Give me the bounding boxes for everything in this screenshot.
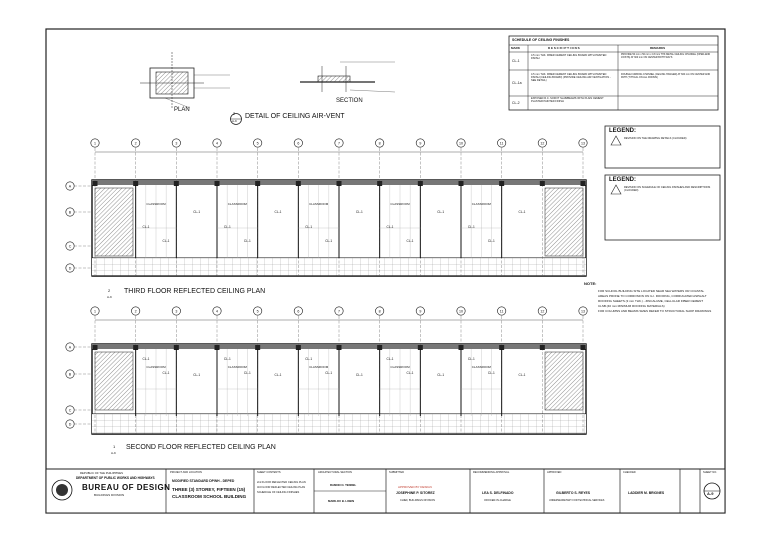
schedule-header-desc: D E S C R I P T I O N S [548, 46, 580, 50]
third-floor-title: THIRD FLOOR REFLECTED CEILING PLAN [124, 288, 266, 295]
submitted-title: CHIEF, BUILDINGS DIVISION [400, 499, 436, 502]
ceiling-tag: CL-1 [274, 373, 282, 377]
column-grid-label: 5 [256, 141, 259, 146]
third-floor-number: 2 [108, 288, 111, 293]
column-grid-label: 3 [175, 309, 178, 314]
room-label: CLASSROOM [390, 202, 410, 206]
ceiling-tag: CL-1 [243, 371, 251, 375]
ceiling-tag: CL-1 [142, 357, 150, 361]
column-grid-label: 12 [540, 309, 545, 314]
architect-name: MARILOU B. LOBIN [328, 499, 355, 503]
schedule-row-mark: CL-1a [512, 81, 522, 85]
column-block [581, 345, 586, 350]
row-grid-label: B [68, 210, 72, 215]
stair-right [545, 352, 583, 410]
room-label: CLASSROOM [227, 202, 247, 206]
ceiling-tag: CL-1 [487, 371, 495, 375]
recommending-label: RECOMMENDING APPROVAL [473, 471, 510, 474]
department-text: DEPARTMENT OF PUBLIC WORKS AND HIGHWAYS [76, 476, 155, 480]
schedule-row-desc: 4.5 mm THK. FIBER CEMENT CEILING BOARD WITH PAINTED FINISH (CEILING BOARD) (PROVIDE CEILING AIR VENTILATION - SEE DETAIL) [531, 73, 611, 82]
legend-text: REVISION ON SCHEDULE OF CEILING FINISHES AND DESCRIPTIONS (CLOUDED) [624, 186, 711, 192]
note-line: CLSB (40 mm MINIMUM ROOFING MATERIALS) [598, 303, 665, 308]
ceiling-tag: CL-1 [243, 239, 251, 243]
column-grid-label: 9 [419, 141, 422, 146]
ceiling-tag: CL-1 [355, 373, 363, 377]
legend-title: LEGEND: [609, 128, 636, 134]
ceiling-tag: CL-1 [386, 357, 394, 361]
column-grid-label: 8 [378, 141, 381, 146]
ceiling-tag: CL-1 [193, 373, 201, 377]
room-label: CLASSROOM [309, 202, 329, 206]
second-floor-title: SECOND FLOOR REFLECTED CEILING PLAN [126, 444, 276, 451]
sheet-no: A-9 [707, 491, 714, 496]
ceiling-tag: CL-1 [406, 371, 414, 375]
room-label: CLASSROOM [309, 365, 329, 369]
column-grid-label: 2 [134, 141, 137, 146]
recommending-title: OFFICER-IN-CHARGE [484, 499, 511, 502]
column-grid-label: 12 [540, 141, 545, 146]
column-grid-label: 4 [216, 141, 218, 146]
ceiling-tag: CL-1 [518, 373, 526, 377]
approved-title: UNDERSECRETARY FOR TECHNICAL SERVICES [549, 499, 605, 502]
third-floor-sheet-ref: A-9 [107, 295, 112, 299]
note-line: FOR SCHOOL BUILDING SITE LOCATED NEAR SEA WATERS OR COASTAL [598, 289, 705, 293]
checked-name: LADDIER M. BRIONES [628, 491, 665, 495]
column-block [540, 181, 545, 186]
note-title: NOTE: [584, 281, 597, 286]
schedule-row-mark: CL-1 [512, 59, 520, 63]
dpwh-seal-center [56, 484, 68, 496]
column-grid-label: 13 [581, 141, 585, 146]
submitted-label: SUBMITTED [389, 471, 404, 474]
column-grid-label: 3 [175, 141, 178, 146]
column-grid-label: 10 [459, 141, 463, 146]
division-text: BUILDINGS DIVISION [94, 493, 125, 497]
project-line-1: MODIFIED STANDARD DPWH - DEPED [172, 479, 235, 483]
note-lines [598, 290, 720, 315]
ceiling-tag: CL-1 [467, 357, 475, 361]
ceiling-tag: CL-1 [162, 371, 170, 375]
row-grid-label: A [68, 184, 72, 189]
schedule-row-remarks: PROVIDE 50 mm x 50 mm x 0.8 mm THK METAL CEILING CHANNEL (OPEN-END JOISTS) AT 600 mm ON CENTER BOTH WAYS [621, 53, 711, 59]
ceiling-tag: CL-1 [467, 225, 475, 229]
ceiling-tag: CL-1 [325, 371, 333, 375]
approved-name: GILBERTO S. REYES [556, 491, 591, 495]
section-label: SECTION [336, 98, 363, 104]
room-label: CLASSROOM [146, 202, 166, 206]
ceiling-tag: CL-1 [162, 239, 170, 243]
ceiling-tag: CL-1 [437, 373, 445, 377]
ceiling-tag: CL-1 [355, 210, 363, 214]
schedule-row-desc: 4.5 mm THK. FIBER CEMENT CEILING BOARD WITH PAINTED FINISH [531, 54, 607, 60]
column-grid-label: 7 [338, 141, 340, 146]
stair-right [545, 188, 583, 256]
room-label: CLASSROOM [146, 365, 166, 369]
column-block [93, 345, 98, 350]
column-grid-label: 1 [94, 309, 96, 314]
ceiling-tag: CL-1 [142, 225, 150, 229]
column-block [93, 181, 98, 186]
row-grid-label: B [68, 372, 72, 377]
room-label: CLASSROOM [390, 365, 410, 369]
detail-sheet-ref: A-9 [232, 119, 237, 123]
room-label: CLASSROOM [471, 365, 491, 369]
row-grid-label: A [68, 345, 72, 350]
sheet-contents-item: 3rd FLOOR REFLECTED CEILING PLAN [257, 486, 306, 489]
recommending-name: LEA S. DELFINADO [482, 491, 514, 495]
submitted-name: JOSEPHINE P. SITOREZ [396, 491, 435, 495]
detail-number: 2 [233, 111, 236, 116]
ceiling-tag: CL-1 [386, 225, 394, 229]
stair-left [95, 352, 133, 410]
checked-label: CHECKED [623, 471, 636, 474]
column-grid-label: 8 [378, 309, 381, 314]
ceiling-tag: CL-1 [518, 210, 526, 214]
sheet-no-label: SHEET NO. [703, 471, 717, 474]
ceiling-tag: CL-1 [223, 357, 231, 361]
ceiling-tag: CL-1 [305, 225, 313, 229]
ceiling-tag: CL-1 [305, 357, 313, 361]
republic-text: REPUBLIC OF THE PHILIPPINES [80, 471, 124, 475]
air-vent-section-grille [318, 76, 350, 82]
legend-text: REVISION ON THE DRAWING DETAILS (CLOUDED) [624, 137, 687, 140]
column-grid-label: 11 [499, 309, 504, 314]
note-line: ROOFING SHEETS (3 mm THK.) - ZINCALUME, CELLULAR FIBER CEMENT [598, 298, 704, 303]
column-grid-label: 9 [419, 309, 422, 314]
project-line-2: THREE (3) STOREY, FIFTEEN (15) [172, 487, 246, 492]
architect-name: RAMON O. TENDEL [330, 483, 357, 487]
sheet-contents-label: SHEET CONTENTS [257, 471, 281, 474]
schedule-row-mark: CL-2 [512, 101, 520, 105]
schedule-row-remarks: DOUBLE FURRING CHANNEL (CEILING HANGER) AT 600 mm ON CENTER AND PATH (TYPICAL ON ALL ROOMS) [621, 73, 711, 79]
project-line-3: CLASSROOM SCHOOL BUILDING [172, 494, 247, 499]
sheet-contents-item: 2nd FLOOR REFLECTED CEILING PLAN [257, 481, 306, 484]
second-floor-sheet-ref: A-9 [111, 451, 116, 455]
plan-label: PLAN [174, 107, 190, 113]
second-floor-number: 1 [113, 444, 116, 449]
ceiling-tag: CL-1 [325, 239, 333, 243]
schedule-header-mark: MARK [511, 46, 520, 50]
schedule-row-desc: EXPOSED R.C. SOFFIT SLAB/BEAMS WITH PLAIN CEMENT PLASTER PAINTED FINISH [531, 97, 604, 103]
column-grid-label: 10 [459, 309, 463, 314]
stair-left [95, 188, 133, 256]
legend-title: LEGEND: [609, 177, 636, 183]
column-grid-label: 2 [134, 309, 137, 314]
architect-label: ARCHITECTURAL SECTION [318, 471, 352, 474]
column-grid-label: 6 [297, 141, 300, 146]
room-label: CLASSROOM [227, 365, 247, 369]
column-grid-label: 1 [94, 141, 96, 146]
note-line: FOR COLUMNS AND BEAMS SIZES REFER TO STRUCTURAL SHOP DRAWINGS [598, 308, 712, 313]
ceiling-tag: CL-1 [487, 239, 495, 243]
row-grid-label: C [68, 408, 72, 413]
note-line: AREAS PRONE TO CORROSION ON G.I. ROOFING, CORRUGATED ASPHALT [598, 293, 707, 298]
submitted-note: APPROVED BY DESIGN [398, 485, 432, 489]
bureau-name: BUREAU OF DESIGN [82, 483, 171, 492]
column-grid-label: 4 [216, 309, 218, 314]
schedule-header-remarks: REMARKS [650, 46, 666, 50]
ceiling-tag: CL-1 [223, 225, 231, 229]
ceiling-tag: CL-1 [406, 239, 414, 243]
ceiling-tag: CL-1 [437, 210, 445, 214]
room-label: CLASSROOM [471, 202, 491, 206]
column-grid-label: 13 [581, 309, 585, 314]
schedule-title: SCHEDULE OF CEILING FINISHES [512, 38, 570, 42]
column-grid-label: 7 [338, 309, 340, 314]
approved-label: APPROVED [547, 471, 562, 474]
column-grid-label: 11 [499, 141, 504, 146]
column-grid-label: 6 [297, 309, 300, 314]
ceiling-tag: CL-1 [193, 210, 201, 214]
sheet-contents-item: SCHEDULE OF CEILING FINISHES [257, 491, 300, 494]
ceiling-tag: CL-1 [274, 210, 282, 214]
column-grid-label: 5 [256, 309, 259, 314]
row-grid-label: C [68, 244, 72, 249]
detail-title: DETAIL OF CEILING AIR-VENT [245, 113, 345, 120]
column-block [540, 345, 545, 350]
column-block [581, 181, 586, 186]
row-grid-label: D [68, 266, 72, 271]
row-grid-label: D [68, 422, 72, 427]
project-label: PROJECT AND LOCATION [170, 471, 202, 474]
